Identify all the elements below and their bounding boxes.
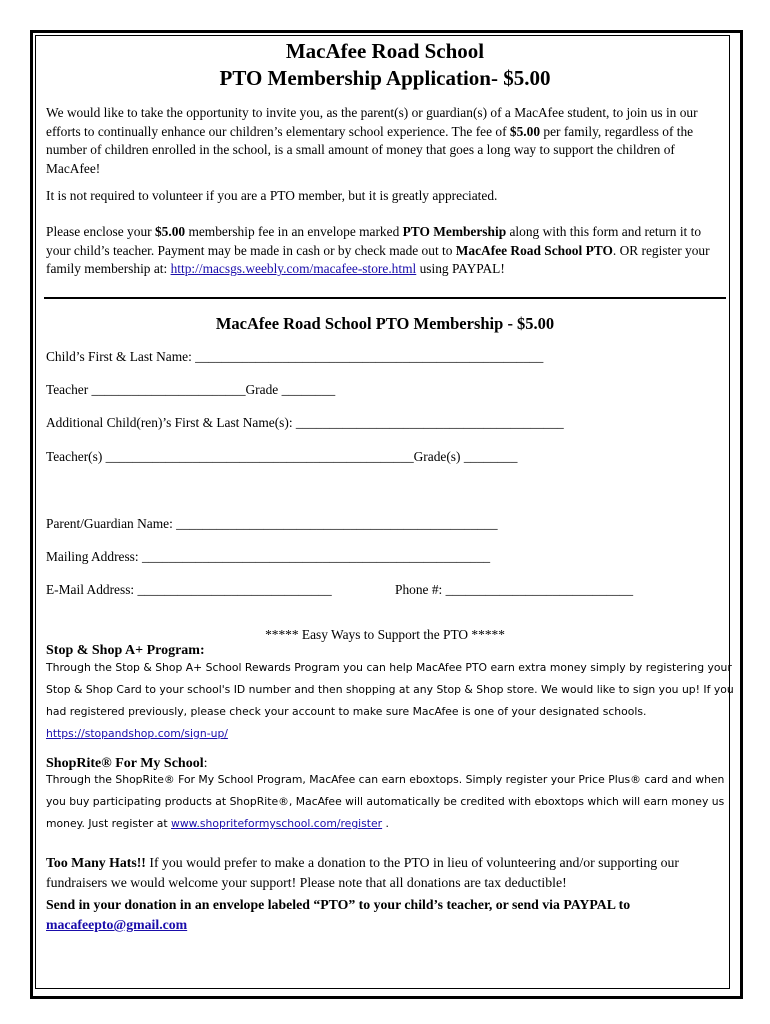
donation-paragraph: Too Many Hats!! If you would prefer to make a donation to the PTO in lieu of volunteering and/or supporting our fundraisers we would welcome your support! Please note that all donations are tax deductible!: [46, 855, 680, 890]
support-heading: ***** Easy Ways to Support the PTO *****: [265, 627, 505, 642]
stop-shop-text: Through the Stop & Shop A+ School Rewards Program you can help MacAfee PTO earn extra money simply by registering your Stop & Shop Card to your school's ID number and then shopping at any Stop & Shop store. We would like to sign you up! If you had registered previously, please check your account to make sure MacAfee is one of your designated schools. https://stopandshop.com/sign-up/: [46, 661, 734, 740]
email-field[interactable]: E-Mail Address: _____________________________: [46, 582, 332, 597]
teacher-grade-field[interactable]: Teacher _______________________Grade ________: [46, 382, 336, 397]
shoprite-link[interactable]: www.shopriteformyschool.com/register: [171, 817, 383, 830]
teachers-grades-field[interactable]: Teacher(s) ______________________________________________Grade(s) ________: [46, 449, 518, 464]
phone-field[interactable]: Phone #: ____________________________: [395, 582, 634, 597]
school-title: MacAfee Road School: [285, 39, 485, 63]
volunteer-note: It is not required to volunteer if you are a PTO member, but it is greatly appreciated.: [46, 188, 498, 203]
payment-instructions: Please enclose your $5.00 membership fee in an envelope marked PTO Membership along with this form and return it to your child’s teacher. Payment may be made in cash or by check made out to MacAfee Road School PTO. OR register your family membership at: http://macsgs.weebly.com/macafee-store.html using PAYPAL!: [46, 224, 710, 277]
application-title: PTO Membership Application- $5.00: [219, 66, 551, 90]
stop-shop-link[interactable]: https://stopandshop.com/sign-up/: [46, 727, 228, 740]
stop-shop-title: Stop & Shop A+ Program:: [46, 643, 205, 658]
form-heading: MacAfee Road School PTO Membership - $5.00: [215, 314, 555, 333]
mailing-address-field[interactable]: Mailing Address: ____________________________________________________: [46, 549, 491, 564]
additional-children-field[interactable]: Additional Child(ren)’s First & Last Name(s): ________________________________________: [46, 415, 564, 430]
shoprite-text: Through the ShopRite® For My School Program, MacAfee can earn eboxtops. Simply register your Price Plus® card and when you buy participating products at ShopRite®, MacAfee will automatically be credited with eboxtops which will earn money us money. Just register at www.shopriteformyschool.com/register .: [46, 773, 725, 830]
intro-paragraph: We would like to take the opportunity to invite you, as the parent(s) or guardian(s) of a MacAfee student, to join us in our efforts to continually enhance our children’s elementary school experience. The fee of $5.00 per family, regardless of the number of children enrolled in the school, is a small amount of money that goes a long way to support the children of MacAfee!: [46, 105, 698, 176]
shoprite-title: ShopRite® For My School:: [46, 756, 208, 771]
send-donation-text: Send in your donation in an envelope labeled “PTO” to your child’s teacher, or send via PAYPAL to macafeepto@gmail.com: [46, 897, 631, 932]
store-link[interactable]: http://macsgs.weebly.com/macafee-store.html: [170, 261, 417, 277]
email-link[interactable]: macafeepto@gmail.com: [46, 917, 188, 932]
section-divider: [44, 297, 726, 299]
parent-name-field[interactable]: Parent/Guardian Name: ________________________________________________: [46, 516, 498, 531]
child-name-field[interactable]: Child’s First & Last Name: ____________________________________________________: [46, 349, 544, 364]
